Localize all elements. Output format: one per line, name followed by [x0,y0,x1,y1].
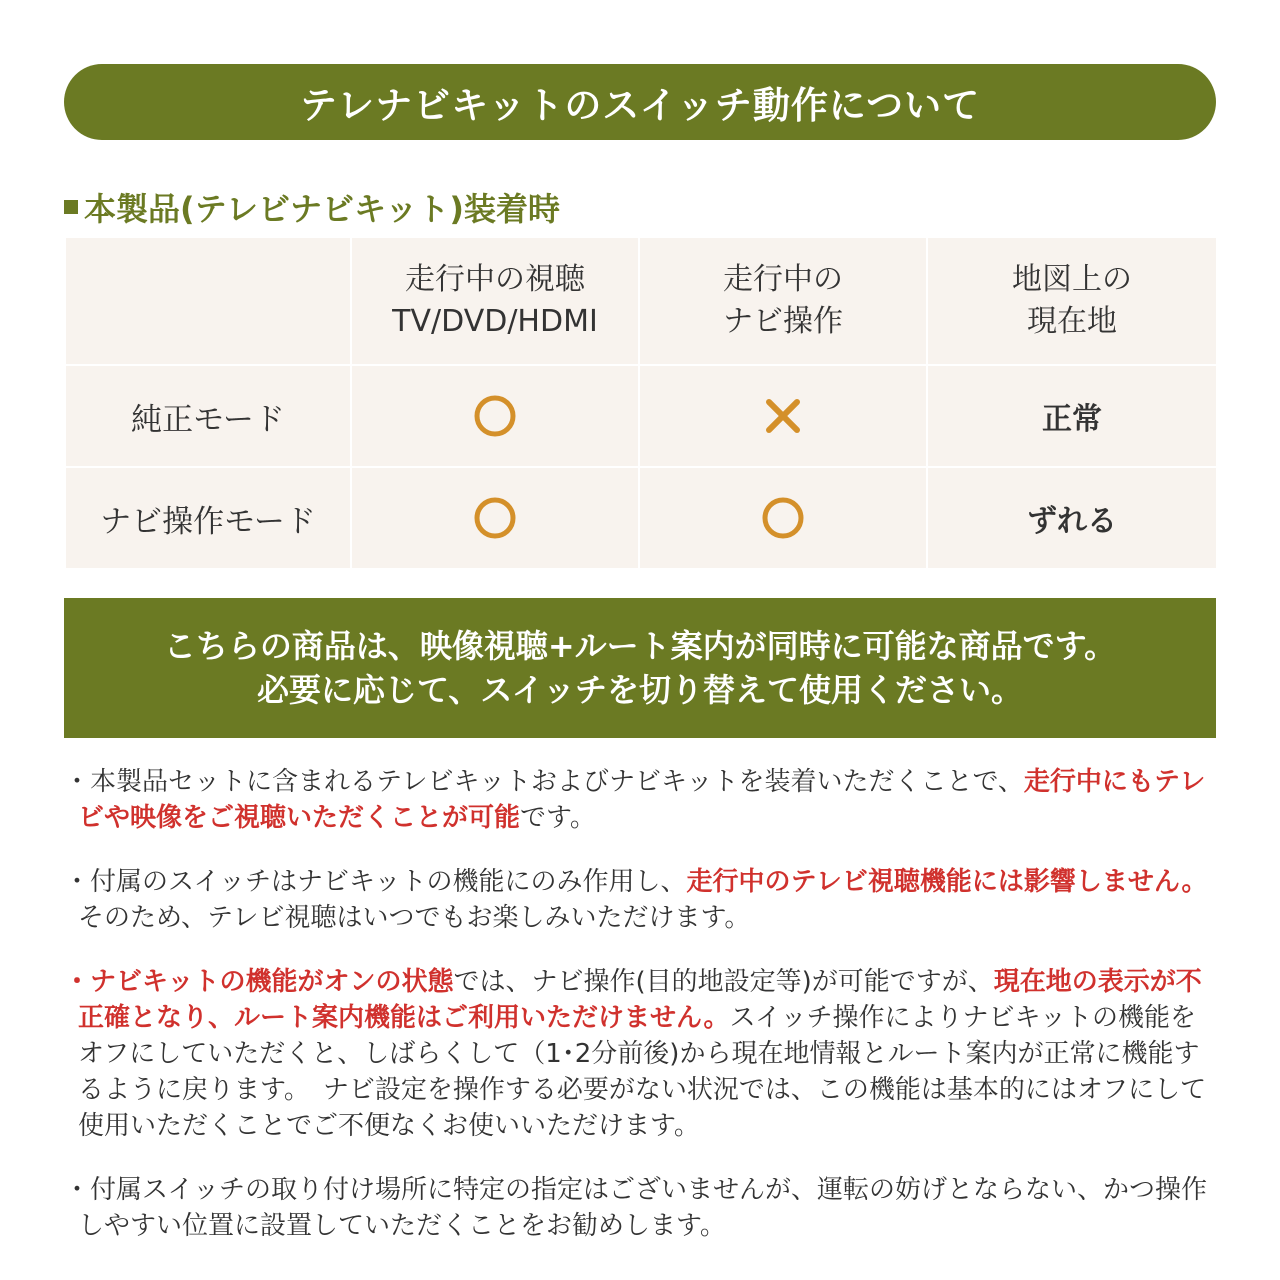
location-status-cell: ずれる [927,467,1217,569]
section-title [64,186,560,228]
note-item [64,764,1216,836]
col-header-line: 地図上の [1012,262,1132,297]
row-label: 純正モード [65,365,351,467]
col-header-line: ナビ操作 [723,304,843,339]
table-corner-cell [65,237,351,365]
col-header-line: 走行中の [723,262,843,297]
cross-mark-icon [763,396,803,436]
note-text: ・本製品セットに含まれるテレビキットおよびナビキットを装着いただくことで、 [64,767,1024,797]
col-header-current-location [927,237,1217,365]
tv-viewing-cell [351,467,639,569]
tv-viewing-cell [351,365,639,467]
note-text: です。 [520,803,596,833]
circle-mark-icon [472,393,518,439]
note-text: そのため、テレビ視聴はいつでもお楽しみいただけます。 [78,903,751,933]
note-item [64,864,1216,936]
note-text: では、ナビ操作(目的地設定等)が可能ですが、 [453,967,994,997]
square-bullet-icon [64,200,78,214]
table-row [65,365,1217,467]
notice-banner [64,598,1216,738]
navi-operation-cell [639,467,927,569]
circle-mark-icon [472,495,518,541]
page-title-banner [64,64,1216,140]
note-emphasis-text: 走行中にもテレビや映像をご視聴いただくことが可能 [78,767,1206,833]
note-emphasis-text: 現在地の表示が不正確となり、ルート案内機能はご利用いただけません。 [78,967,1202,1033]
col-header-line: TV/DVD/HDMI [392,304,598,339]
table-row [65,467,1217,569]
notice-line: 必要に応じて、スイッチを切り替えて使用ください。 [256,671,1024,709]
section-title-text: 本製品(テレビナビキット)装着時 [84,190,560,228]
notes-list [64,764,1216,1272]
note-emphasis-text: ・ナビキットの機能がオンの状態 [64,967,454,997]
page-title: テレナビキットのスイッチ動作について [299,84,981,127]
col-header-line: 走行中の視聴 [405,262,585,297]
note-item [64,964,1216,1144]
col-header-line: 現在地 [1027,304,1117,339]
location-status-cell: 正常 [927,365,1217,467]
navi-operation-cell [639,365,927,467]
note-text: ・付属スイッチの取り付け場所に特定の指定はございませんが、運転の妨げとならない、かつ操作しやすい位置に設置していただくことをお勧めします。 [64,1175,1207,1241]
notice-line: こちらの商品は、映像視聴+ルート案内が同時に可能な商品です。 [163,627,1117,665]
note-text: ・付属のスイッチはナビキットの機能にのみ作用し、 [64,867,687,897]
circle-mark-icon [760,495,806,541]
row-label: ナビ操作モード [65,467,351,569]
note-emphasis-text: 走行中のテレビ視聴機能には影響しません。 [686,867,1208,897]
note-text: スイッチ操作によりナビキットの機能をオフにしていただくと、しばらくして（1･2分前後)から現在地情報とルート案内が正常に機能するように戻ります。 ナビ設定を操作する必要がない状況では、この機能は基本的にはオフにして使用いただくことでご不便なくお使いいただけます。 [78,1003,1207,1141]
col-header-navi-operation [639,237,927,365]
comparison-table [64,236,1218,570]
table-header-row [65,237,1217,365]
col-header-tv-viewing [351,237,639,365]
note-item [64,1172,1216,1244]
